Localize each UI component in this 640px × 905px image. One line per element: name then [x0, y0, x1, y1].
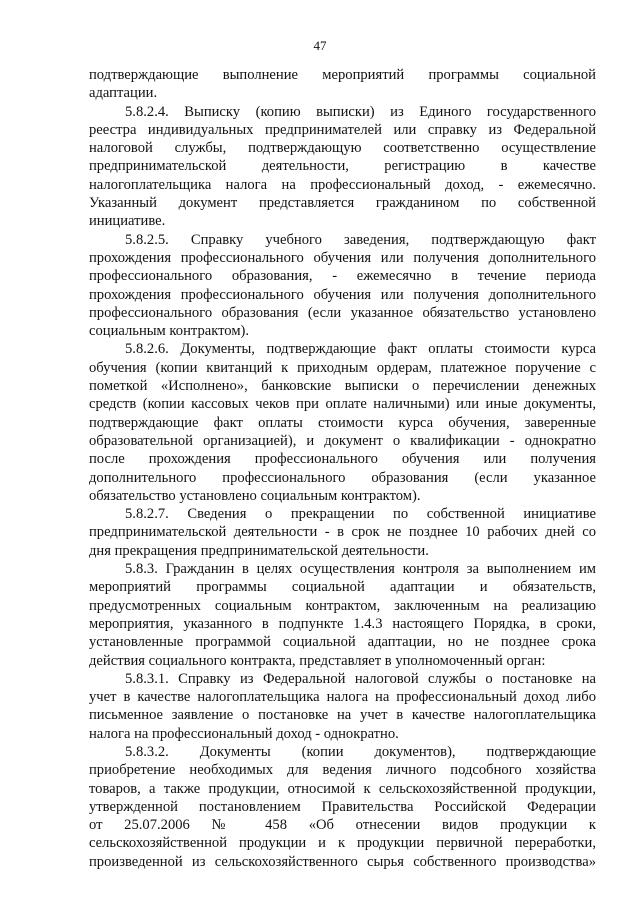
text-line: налога на профессиональный доход - однократно.: [89, 725, 399, 742]
text-line: обязательство установлено социальным контрактом).: [89, 487, 421, 504]
text-line: товаров, а также продукции, относимой к сельскохозяйственной продукции,: [89, 780, 596, 797]
text-line: письменное заявление о постановке на учет в качестве налогоплательщика: [89, 707, 596, 724]
text-line: реестра индивидуальных предпринимателей или справку из Федеральной: [89, 121, 596, 138]
text-line: мероприятий программы социальной адаптации и обязательств,: [89, 579, 596, 596]
text-line: дня прекращения предпринимательской деятельности.: [89, 542, 429, 559]
text-line: предпринимательской деятельности, регистрацию в качестве: [89, 158, 596, 175]
text-line: мероприятия, указанного в подпункте 1.4.3 настоящего Порядка, в сроки,: [89, 615, 596, 632]
text-line: подтверждающие факт оплаты стоимости курса обучения, заверенные: [89, 414, 596, 431]
page-number: 47: [313, 38, 327, 53]
text-line: после прохождения профессионального обучения или получения: [89, 451, 596, 468]
text-line: налогоплательщика налога на профессиональный доход, - ежемесячно.: [89, 176, 596, 193]
text-line: произведенной из сельскохозяйственного сырья собственного производства»: [89, 853, 596, 870]
text-line: подтверждающие выполнение мероприятий программы социальной: [89, 67, 596, 83]
text-line: прохождения профессионального обучения или получения дополнительного: [89, 286, 596, 303]
text-line: сельскохозяйственной продукции и к продукции первичной переработки,: [89, 835, 596, 852]
text-line: 5.8.2.6. Документы, подтверждающие факт оплаты стоимости курса: [125, 341, 596, 358]
text-line: Указанный документ представляется гражданином по собственной: [89, 195, 596, 212]
text-line: налоговой службы, подтверждающую соответственно осуществление: [89, 140, 596, 157]
text-line: адаптации.: [89, 85, 158, 102]
text-line: 5.8.2.5. Справку учебного заведения, подтверждающую факт: [125, 231, 596, 248]
text-line: предпринимательской деятельности - в срок не позднее 10 рабочих дней со: [89, 524, 596, 541]
text-line: социальным контрактом).: [89, 323, 250, 340]
text-line: пометкой «Исполнено», банковские выписки о перечислении денежных: [89, 378, 596, 395]
text-line: профессионального образования (если указанное обязательство установлено: [89, 304, 596, 321]
text-line: 5.8.2.4. Выписку (копию выписки) из Единого государственного: [125, 103, 596, 120]
text-line: от 25.07.2006 № 458 «Об отнесении видов продукции к: [89, 817, 596, 834]
text-line: утвержденной постановлением Правительства Российской Федерации: [89, 798, 596, 815]
text-line: 5.8.3.2. Документы (копии документов), подтверждающие: [125, 743, 596, 760]
text-line: образовательной организацией), и документ о квалификации - однократно: [89, 432, 596, 449]
text-line: учет в качестве налогоплательщика налога на профессиональный доход либо: [89, 689, 596, 706]
text-line: приобретение необходимых для ведения личного подсобного хозяйства: [89, 762, 596, 779]
text-line: средств (копии кассовых чеков при оплате наличными) или иные документы,: [89, 396, 596, 413]
text-line: 5.8.2.7. Сведения о прекращении по собственной инициативе: [125, 506, 596, 523]
text-line: профессионального образования, - ежемесячно в течение периода: [89, 268, 596, 285]
text-line: установленные программой социальной адаптации, но не позднее срока: [89, 634, 596, 651]
text-line: 5.8.3.1. Справку из Федеральной налоговой службы о постановке на: [125, 670, 596, 687]
text-line: дополнительного профессионального образования (если указанное: [89, 469, 596, 486]
text-line: предусмотренных социальным контрактом, заключенным на реализацию: [89, 597, 596, 614]
text-line: инициативе.: [89, 213, 166, 230]
text-line: 5.8.3. Гражданин в целях осуществления контроля за выполнением им: [125, 561, 596, 578]
text-line: действия социального контракта, представляет в уполномоченный орган:: [89, 652, 546, 669]
text-line: обучения (копии квитанций к приходным ордерам, платежное поручение с: [89, 359, 596, 376]
text-line: прохождения профессионального обучения или получения дополнительного: [89, 249, 596, 266]
document-body: [89, 66, 596, 871]
